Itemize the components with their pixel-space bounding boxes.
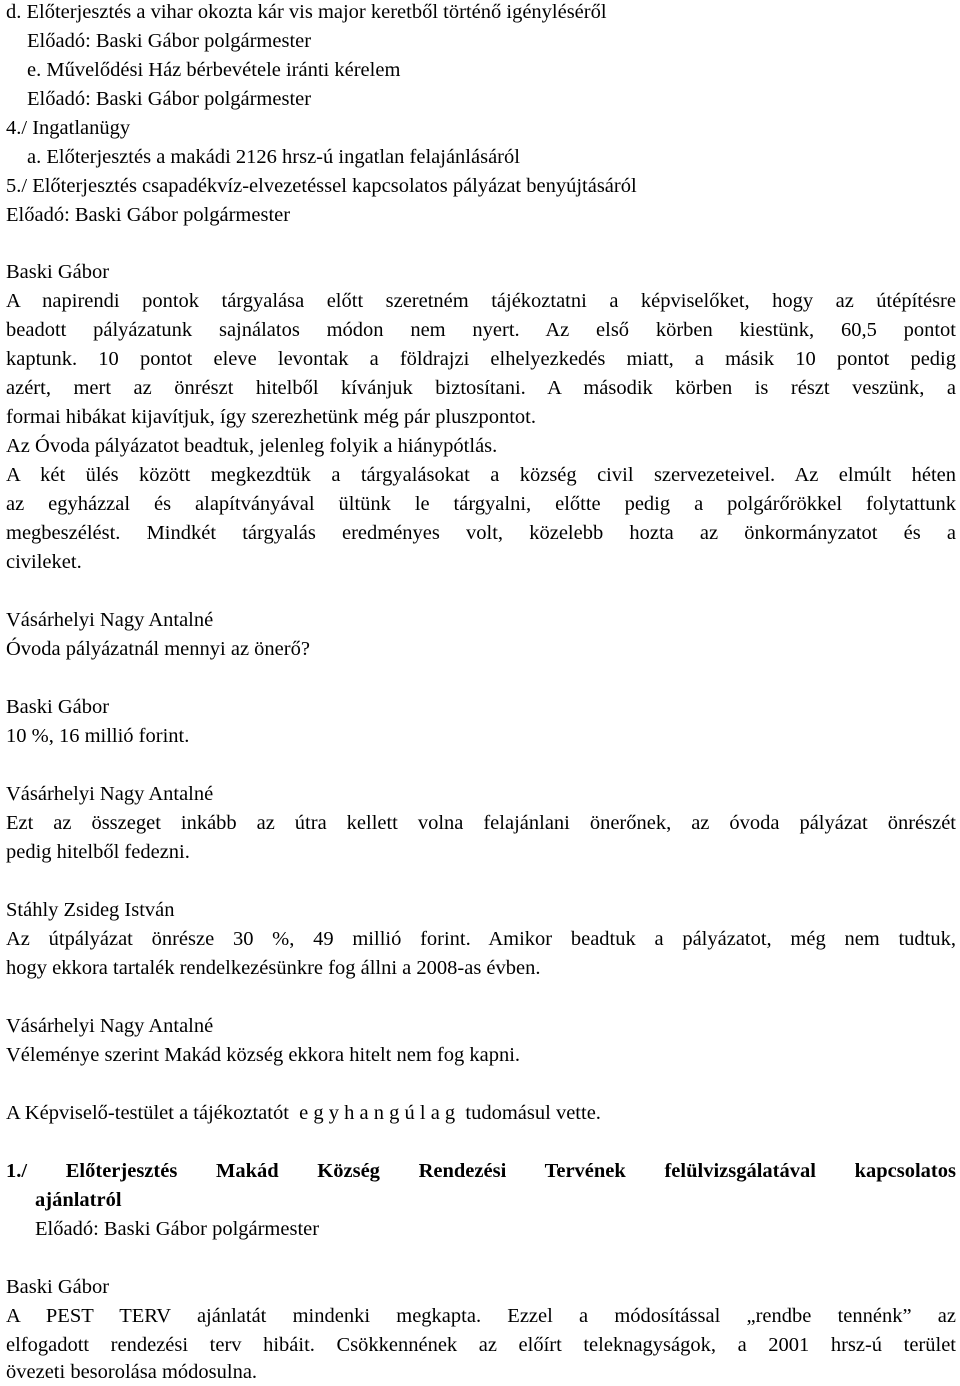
paragraph-line: A PEST TERV ajánlatát mindenki megkapta. Ezzel a módosítással „rendbe tennénk” az [6,1305,956,1327]
paragraph-line: elfogadott rendezési terv hibáit. Csökkennének az előírt teleknagyságok, a 2001 hrsz-ú terület [6,1334,956,1356]
agenda-presenter-e: Előadó: Baski Gábor polgármester [27,88,312,110]
paragraph-line: civileket. [6,551,82,573]
paragraph-line: hogy ekkora tartalék rendelkezésünkre fog állni a 2008-as évben. [6,957,541,979]
paragraph-line: Az Óvoda pályázatot beadtuk, jelenleg folyik a hiánypótlás. [6,435,498,457]
paragraph-line: Ezt az összeget inkább az útra kellett volna felajánlani önerőnek, az óvoda pályázat önrészét [6,812,956,834]
paragraph-line: A napirendi pontok tárgyalása előtt szeretném tájékoztatni a képviselőket, hogy az útépítésre [6,290,956,312]
speaker-name: Baski Gábor [6,261,110,283]
paragraph-line: övezeti besorolása módosulna. [6,1361,258,1383]
paragraph-line: pedig hitelből fedezni. [6,841,190,863]
paragraph-line: kaptunk. 10 pontot eleve levontak a földrajzi elhelyezkedés miatt, a másik 10 pontot pedig [6,348,956,370]
agenda-presenter-d: Előadó: Baski Gábor polgármester [27,30,312,52]
agenda-presenter-5: Előadó: Baski Gábor polgármester [6,204,291,226]
paragraph-line: Az útpályázat önrésze 30 %, 49 millió forint. Amikor beadtuk a pályázatot, még nem tudtuk, [6,928,956,950]
section-presenter: Előadó: Baski Gábor polgármester [35,1218,320,1240]
paragraph-line: azért, mert az önrészt hitelből kívánjuk biztosítani. A második körben is részt veszünk, a [6,377,956,399]
resolution-text: A Képviselő-testület a tájékoztatót e g y h a n g ú l a g tudomásul vette. [6,1102,601,1124]
agenda-item-4a: a. Előterjesztés a makádi 2126 hrsz-ú ingatlan felajánlásáról [27,146,520,168]
speaker-name: Baski Gábor [6,1276,110,1298]
agenda-item-d: d. Előterjesztés a vihar okozta kár vis major keretből történő igényléséről [6,1,607,23]
paragraph-line: beadott pályázatunk sajnálatos módon nem nyert. Az első körben kiestünk, 60,5 pontot [6,319,956,341]
paragraph-line: az egyházzal és alapítványával ültünk le tárgyalni, előtte pedig a polgárőrökkel folytattunk [6,493,956,515]
section-heading: 1./ Előterjesztés Makád Község Rendezési Tervének felülvizsgálatával kapcsolatos [6,1160,956,1182]
paragraph-line: 10 %, 16 millió forint. [6,725,190,747]
speaker-name: Vásárhelyi Nagy Antalné [6,609,214,631]
speaker-name: Vásárhelyi Nagy Antalné [6,783,214,805]
agenda-item-5: 5./ Előterjesztés csapadékvíz-elvezetéssel kapcsolatos pályázat benyújtásáról [6,175,637,197]
speaker-name: Vásárhelyi Nagy Antalné [6,1015,214,1037]
paragraph-line: formai hibákat kijavítjuk, így szerezhetünk még pár pluszpontot. [6,406,537,428]
agenda-item-e: e. Művelődési Ház bérbevétele iránti kérelem [27,59,401,81]
speaker-name: Baski Gábor [6,696,110,718]
section-heading-cont: ajánlatról [35,1189,122,1211]
paragraph-line: Véleménye szerint Makád község ekkora hitelt nem fog kapni. [6,1044,521,1066]
paragraph-line: Óvoda pályázatnál mennyi az önerő? [6,638,310,660]
paragraph-line: megbeszélést. Mindkét tárgyalás eredményes volt, közelebb hozta az önkormányzatot és a [6,522,956,544]
paragraph-line: A két ülés között megkezdtük a tárgyalásokat a község civil szervezeteivel. Az elmúlt héten [6,464,956,486]
speaker-name: Stáhly Zsideg István [6,899,175,921]
agenda-item-4: 4./ Ingatlanügy [6,117,131,139]
